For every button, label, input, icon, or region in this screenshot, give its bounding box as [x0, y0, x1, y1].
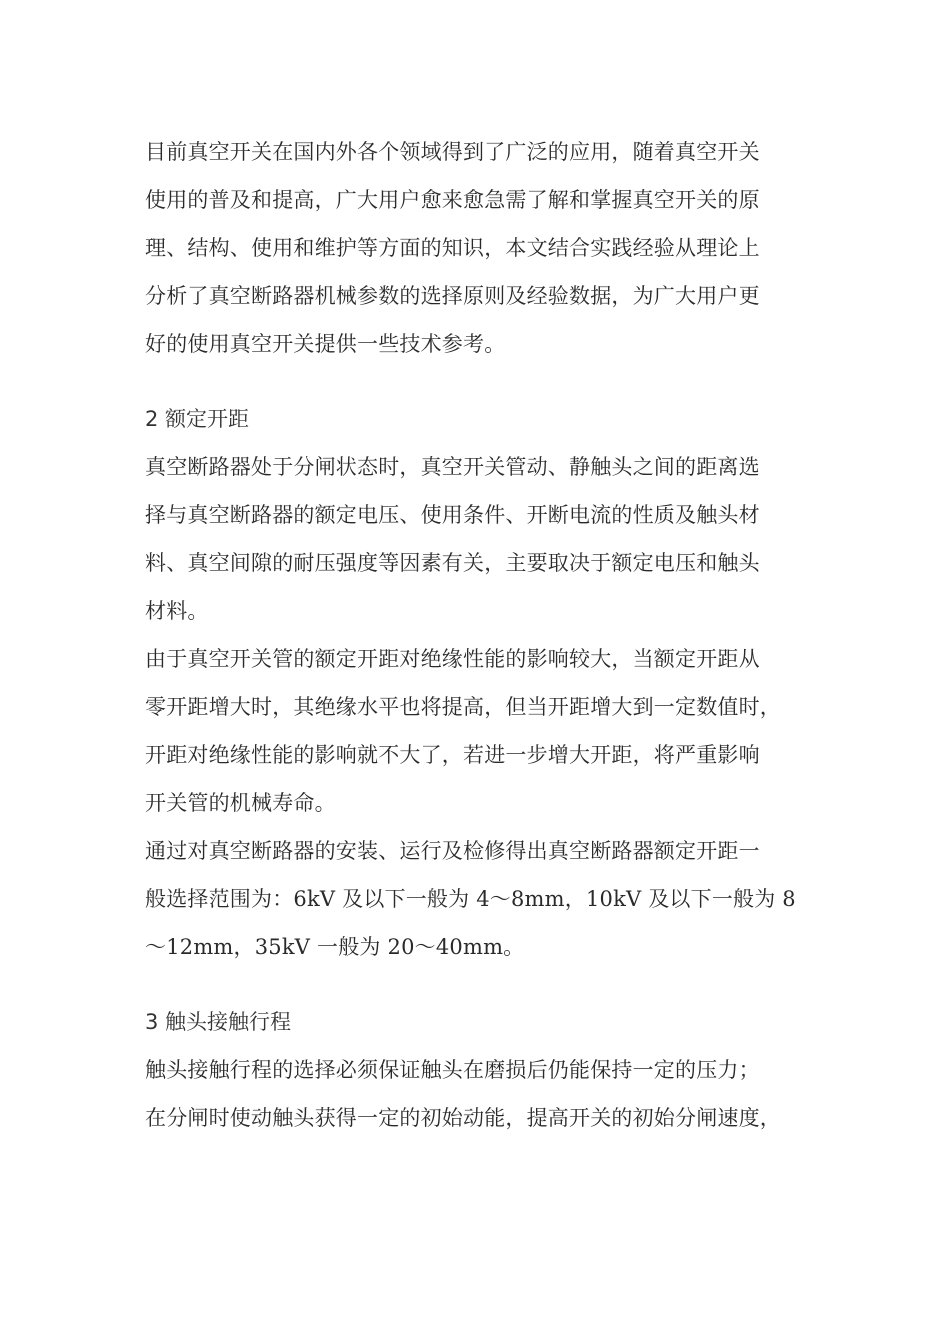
intro-paragraph [145, 128, 810, 368]
text-line: 材料。 [145, 599, 209, 623]
text-line: 零开距增大时，其绝缘水平也将提高，但当开距增大到一定数值时， [145, 695, 781, 719]
text-line: 通过对真空断路器的安装、运行及检修得出真空断路器额定开距一 [145, 839, 760, 863]
text-line: ～12mm，35kV 一般为 20～40mm。 [145, 935, 525, 959]
text-line: 般选择范围为：6kV 及以下一般为 4～8mm，10kV 及以下一般为 8 [145, 887, 796, 911]
text-line: 触头接触行程的选择必须保证触头在磨损后仍能保持一定的压力； [145, 1058, 760, 1082]
text-line: 由于真空开关管的额定开距对绝缘性能的影响较大，当额定开距从 [145, 647, 760, 671]
text-line: 使用的普及和提高，广大用户愈来愈急需了解和掌握真空开关的原 [145, 188, 760, 212]
paragraph-gap [145, 368, 810, 395]
section2-paragraph-1 [145, 443, 810, 635]
text-line: 开距对绝缘性能的影响就不大了，若进一步增大开距，将严重影响 [145, 743, 760, 767]
paragraph-gap [145, 971, 810, 998]
document-page [145, 128, 810, 1142]
section-heading-2: 2 额定开距 [145, 407, 250, 431]
text-line: 好的使用真空开关提供一些技术参考。 [145, 332, 506, 356]
text-line: 开关管的机械寿命。 [145, 791, 336, 815]
text-line: 分析了真空断路器机械参数的选择原则及经验数据，为广大用户更 [145, 284, 760, 308]
section2-paragraph-2 [145, 635, 810, 827]
text-line: 目前真空开关在国内外各个领域得到了广泛的应用，随着真空开关 [145, 140, 760, 164]
text-line: 在分闸时使动触头获得一定的初始动能，提高开关的初始分闸速度， [145, 1106, 781, 1130]
text-line: 择与真空断路器的额定电压、使用条件、开断电流的性质及触头材 [145, 503, 760, 527]
section2-paragraph-3 [145, 827, 810, 971]
section-heading-3: 3 触头接触行程 [145, 1010, 292, 1034]
text-line: 理、结构、使用和维护等方面的知识，本文结合实践经验从理论上 [145, 236, 760, 260]
text-line: 真空断路器处于分闸状态时，真空开关管动、静触头之间的距离选 [145, 455, 760, 479]
text-line: 料、真空间隙的耐压强度等因素有关，主要取决于额定电压和触头 [145, 551, 760, 575]
section3-paragraph-1 [145, 1046, 810, 1142]
